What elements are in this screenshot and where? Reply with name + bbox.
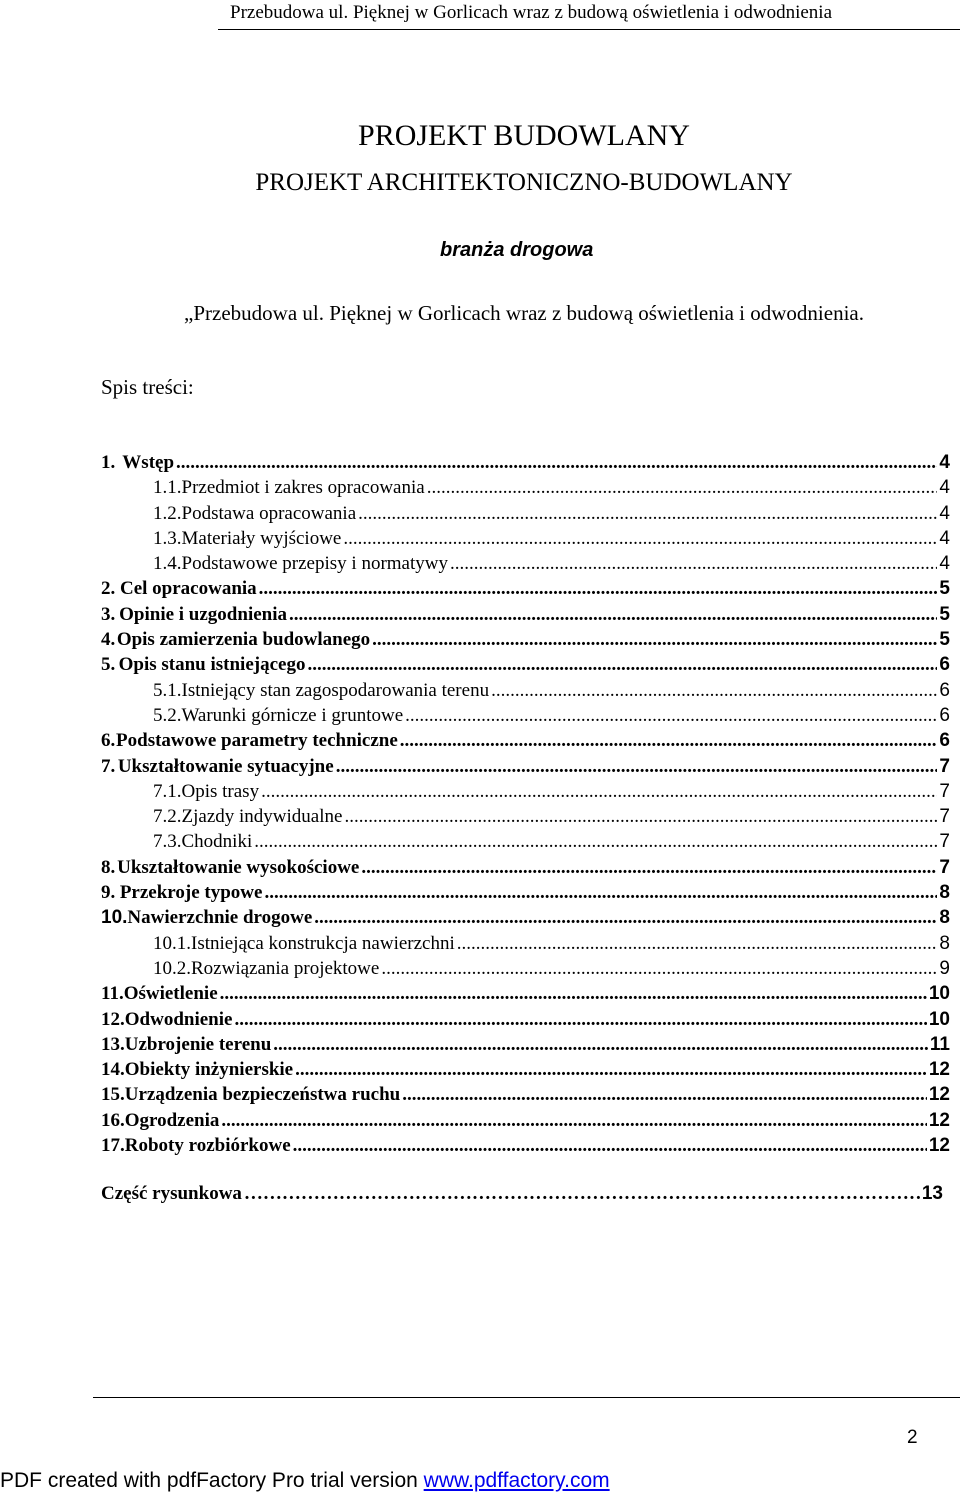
toc-entry-number: 8. [101, 856, 116, 878]
toc-entry-page: 7 [939, 755, 950, 777]
toc-entry-title: Przedmiot i zakres opracowania [181, 477, 425, 499]
toc-leader [344, 804, 937, 829]
toc-leader [400, 728, 938, 753]
toc-entry[interactable] [101, 981, 950, 1006]
toc-leader [358, 501, 937, 526]
toc-leader [343, 526, 937, 551]
toc-entry-number: 7.1. [153, 780, 182, 802]
toc-entry[interactable] [101, 754, 950, 779]
toc-entry-title: Podstawowe przepisy i normatywy [181, 553, 448, 575]
toc-entry-number: 15. [101, 1084, 125, 1106]
toc-entry-drawings[interactable] [101, 1180, 943, 1208]
pdf-banner [0, 1466, 610, 1496]
toc-entry-page: 5 [939, 578, 950, 600]
toc-leader [261, 779, 937, 804]
footer-rule [93, 1397, 960, 1398]
toc-entry[interactable] [101, 703, 950, 728]
toc-entry-number: 1.3. [153, 527, 182, 549]
toc-entry-page: 7 [939, 856, 950, 878]
toc-entry-number: 12. [101, 1008, 125, 1030]
toc-entry-page: 6 [939, 654, 950, 676]
toc-entry[interactable] [101, 855, 950, 880]
toc-entry-number: 10.1. [153, 932, 191, 954]
toc-entry-number: 5.2. [153, 704, 182, 726]
toc-entry-page: 7 [939, 831, 950, 853]
toc-leader [234, 1007, 926, 1032]
toc-heading: Spis treści: [101, 375, 194, 399]
toc-entry-title: Ogrodzenia [124, 1109, 220, 1131]
toc-leader [176, 450, 937, 475]
toc-entry-page: 7 [939, 780, 950, 802]
toc-entry-number: 1.2. [153, 502, 182, 524]
toc-entry-page: 12 [928, 1135, 950, 1157]
pdf-banner-text: PDF created with pdfFactory Pro trial version [0, 1469, 424, 1492]
toc-entry-number: 11. [101, 983, 124, 1005]
toc-entry[interactable] [101, 576, 950, 601]
toc-entry[interactable] [101, 526, 950, 551]
toc-entry-page: 9 [939, 957, 950, 979]
toc-leader [372, 627, 937, 652]
toc-entry-number: 5. [101, 654, 116, 676]
toc-entry-page: 12 [928, 1059, 950, 1081]
toc-entry-number: 7. [101, 755, 116, 777]
toc-entry-title: Odwodnienie [124, 1008, 233, 1030]
toc-entry-title: Roboty rozbiórkowe [124, 1135, 291, 1157]
toc-entry[interactable] [101, 931, 950, 956]
toc-leader [381, 956, 937, 981]
toc-entry-number: 7.3. [153, 831, 182, 853]
toc-entry-title: Wstęp [122, 452, 175, 473]
toc-entry-page: 8 [939, 932, 950, 954]
toc-entry[interactable] [101, 829, 950, 854]
toc-entry-number: 5.1. [153, 679, 182, 701]
toc-entry[interactable] [101, 1007, 950, 1032]
toc-entry-page: 4 [939, 527, 950, 549]
toc-entry-number: 10.2. [153, 957, 191, 979]
document-title: PROJEKT BUDOWLANY [358, 119, 690, 152]
toc-entry-number: 6. [101, 730, 116, 752]
toc-entry-page: 10 [928, 1008, 950, 1030]
running-header [0, 0, 960, 30]
toc-entry-title: Opis stanu istniejącego [118, 654, 306, 676]
toc-leader [254, 829, 937, 854]
toc-entry[interactable] [101, 779, 950, 804]
toc-leader [405, 703, 937, 728]
running-header-title: Przebudowa ul. Pięknej w Gorlicach wraz z budową oświetlenia i odwodnienia [230, 2, 833, 23]
toc-entry[interactable] [101, 678, 950, 703]
header-rule [218, 29, 960, 30]
toc-entry-number: 7.2. [153, 806, 182, 828]
toc-leader [273, 1032, 928, 1057]
toc-entry[interactable] [101, 1108, 950, 1133]
toc-entry-page: 4 [939, 553, 950, 575]
drawings-page: 13 [921, 1183, 943, 1204]
toc-leader [293, 1133, 927, 1158]
toc-entry[interactable] [101, 627, 950, 652]
toc-entry-page: 8 [939, 882, 950, 904]
page-number: 2 [907, 1427, 918, 1448]
toc-entry-title: Oświetlenie [123, 983, 218, 1005]
toc-entry-title: Podstawowe parametry techniczne [116, 730, 398, 752]
toc-leader [427, 475, 938, 500]
toc-leader [220, 981, 927, 1006]
toc-entry[interactable] [101, 804, 950, 829]
toc-entry-number: 16. [101, 1109, 125, 1131]
toc-entry-title: Ukształtowanie wysokościowe [117, 856, 360, 878]
toc-entry[interactable] [101, 551, 950, 576]
toc-entry[interactable] [101, 602, 950, 627]
document-subtitle: PROJEKT ARCHITEKTONICZNO-BUDOWLANY [255, 169, 793, 196]
toc-entry-title: Warunki górnicze i gruntowe [181, 704, 404, 726]
toc-entry[interactable] [101, 728, 950, 753]
toc-entry-page: 12 [928, 1109, 950, 1131]
toc-leader [289, 602, 937, 627]
toc-entry-title: Przekroje typowe [119, 882, 263, 904]
toc-entry[interactable] [101, 450, 950, 475]
toc-entry-page: 11 [929, 1033, 950, 1055]
toc-entry-page: 4 [939, 452, 950, 473]
toc-entry[interactable] [101, 905, 950, 930]
toc-leader [336, 754, 938, 779]
toc-entry-title: Chodniki [181, 831, 253, 853]
toc-entry[interactable] [101, 652, 950, 677]
toc-entry[interactable] [101, 1032, 950, 1057]
toc-entry-title: Opis zamierzenia budowlanego [116, 629, 371, 651]
toc-entry-page: 7 [939, 806, 950, 828]
toc-entry-number: 17. [101, 1135, 125, 1157]
toc-entry-title: Zjazdy indywidualne [181, 806, 343, 828]
toc-entry-number: 3. [101, 603, 116, 625]
drawings-title: Część rysunkowa [101, 1183, 242, 1204]
table-of-contents [101, 450, 950, 1158]
toc-leader [295, 1057, 927, 1082]
toc-entry-page: 4 [939, 502, 950, 524]
toc-leader [264, 880, 937, 905]
toc-leader [259, 576, 938, 601]
toc-entry[interactable] [101, 1057, 950, 1082]
toc-leader [491, 678, 937, 703]
toc-entry-page: 6 [939, 704, 950, 726]
toc-entry-title: Ukształtowanie sytuacyjne [117, 755, 334, 777]
toc-leader [450, 551, 937, 576]
toc-entry-page: 4 [939, 477, 950, 499]
toc-entry[interactable] [101, 501, 950, 526]
toc-entry-page: 5 [939, 603, 950, 625]
toc-leader [402, 1082, 927, 1107]
toc-entry-title: Opinie i uzgodnienia [119, 603, 287, 625]
toc-entry-title: Urządzenia bezpieczeństwa ruchu [124, 1084, 401, 1106]
toc-entry-number: 2. [101, 578, 116, 600]
toc-leader [314, 905, 937, 930]
toc-entry-number: 14. [101, 1059, 125, 1081]
toc-entry-number: 4. [101, 629, 116, 651]
toc-entry-title: Obiekty inżynierskie [124, 1059, 294, 1081]
toc-entry[interactable] [101, 880, 950, 905]
toc-entry[interactable] [101, 1133, 950, 1158]
toc-entry[interactable] [101, 1082, 950, 1107]
toc-entry-title: Podstawa opracowania [181, 502, 357, 524]
toc-entry-number: 1.4. [153, 553, 182, 575]
toc-entry-number: 1.1. [153, 477, 182, 499]
toc-entry-number: 1. [101, 452, 116, 473]
toc-entry-page: 10 [928, 983, 950, 1005]
toc-entry-number: 13. [101, 1033, 125, 1055]
toc-entry-page: 5 [939, 629, 950, 651]
toc-entry-number: 9. [101, 882, 116, 904]
toc-leader [307, 652, 937, 677]
toc-leader [361, 855, 937, 880]
toc-entry-title: Opis trasy [181, 780, 260, 802]
toc-leader [244, 1180, 920, 1208]
toc-entry-page: 12 [928, 1084, 950, 1106]
toc-entry-page: 6 [939, 730, 950, 752]
toc-entry-page: 8 [939, 907, 950, 929]
toc-entry[interactable] [101, 475, 950, 500]
toc-entry-title: Uzbrojenie terenu [124, 1033, 272, 1055]
toc-leader [221, 1108, 926, 1133]
branch-label: branża drogowa [440, 239, 594, 261]
toc-entry-number: 10. [101, 907, 128, 929]
pdf-banner-link[interactable]: www.pdffactory.com [423, 1469, 610, 1492]
toc-leader [457, 931, 938, 956]
project-name: „Przebudowa ul. Pięknej w Gorlicach wraz z budową oświetlenia i odwodnienia. [184, 301, 864, 325]
toc-entry-title: Materiały wyjściowe [181, 527, 342, 549]
toc-entry-title: Rozwiązania projektowe [191, 957, 380, 979]
toc-entry-title: Istniejąca konstrukcja nawierzchni [191, 932, 455, 954]
toc-entry-page: 6 [939, 679, 950, 701]
toc-entry[interactable] [101, 956, 950, 981]
toc-entry-title: Istniejący stan zagospodarowania terenu [181, 679, 490, 701]
toc-entry-title: Cel opracowania [119, 578, 257, 600]
toc-entry-title: Nawierzchnie drogowe [127, 907, 313, 929]
